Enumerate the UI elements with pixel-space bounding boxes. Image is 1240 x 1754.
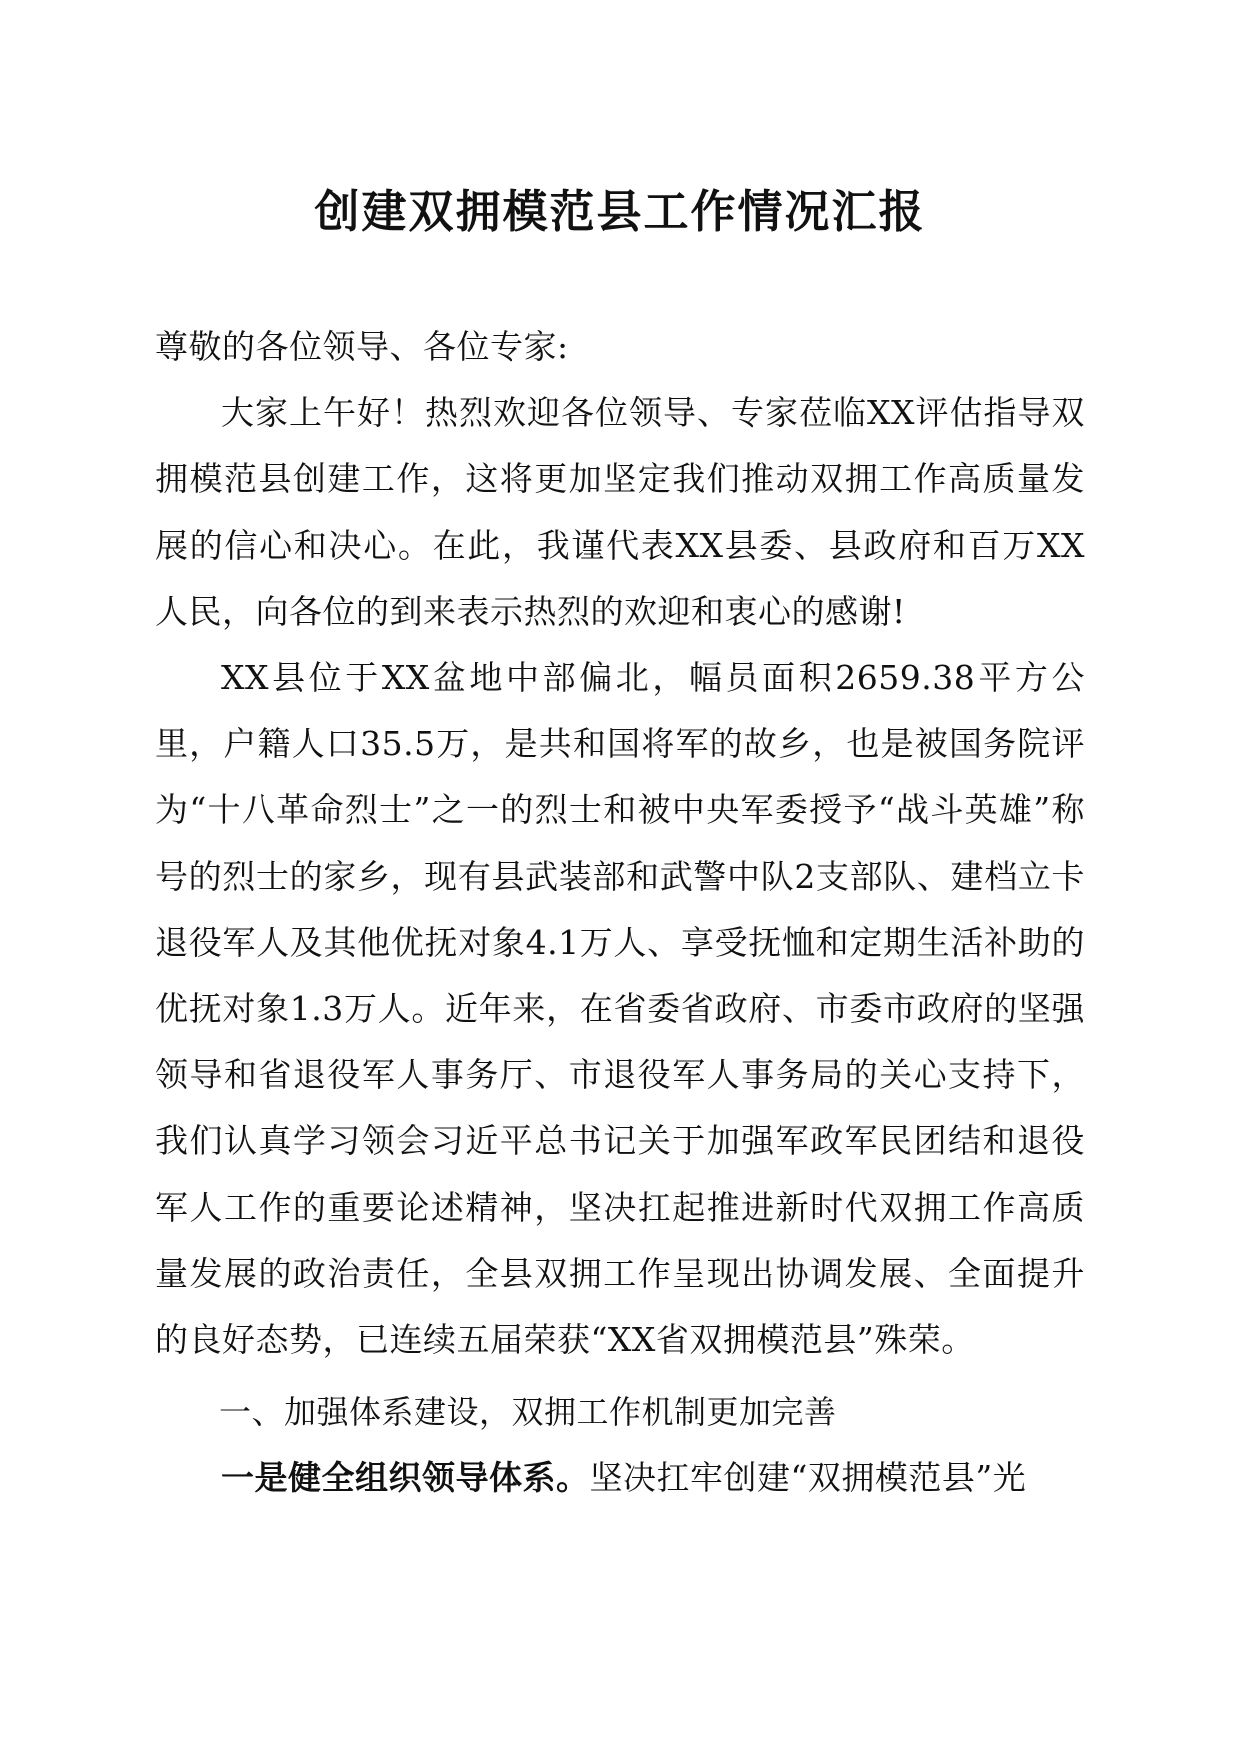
salutation: 尊敬的各位领导、各位专家: bbox=[155, 327, 569, 366]
section-heading: 一、加强体系建设，双拥工作机制更加完善 bbox=[219, 1393, 837, 1432]
paragraph-welcome: 大家上午好！热烈欢迎各位领导、专家莅临XX评估指导双拥模范县创建工作，这将更加坚定我们推动双拥工作高质量发展的信心和决心。在此，我谨代表XX县委、县政府和百万XX人民，向各位的到来表示热烈的欢迎和衷心的感谢! bbox=[155, 393, 1085, 631]
paragraph-organization bbox=[155, 1445, 1085, 1511]
paragraph-text: 坚决扛牢创建“双拥模范县”光 bbox=[589, 1458, 1027, 1498]
document-body bbox=[155, 314, 1085, 1512]
document-title: 创建双拥模范县工作情况汇报 bbox=[314, 185, 926, 238]
paragraph-lead-bold: 一是健全组织领导体系。 bbox=[221, 1458, 590, 1498]
paragraph-county-overview: XX县位于XX盆地中部偏北，幅员面积2659.38平方公里，户籍人口35.5万，是共和国将军的故乡，也是被国务院评为“十八革命烈士”之一的烈士和被中央军委授予“战斗英雄”称号的烈士的家乡，现有县武装部和武警中队2支部队、建档立卡退役军人及其他优抚对象4.1万人、享受抚恤和定期生活补助的优抚对象1.3万人。近年来，在省委省政府、市委市政府的坚强领导和省退役军人事务厅、市退役军人事务局的关心支持下，我们认真学习领会习近平总书记关于加强军政军民团结和退役军人工作的重要论述精神，坚决扛起推进新时代双拥工作高质量发展的政治责任，全县双拥工作呈现出协调发展、全面提升的良好态势，已连续五届荣获“XX省双拥模范县”殊荣。 bbox=[155, 658, 1085, 1360]
